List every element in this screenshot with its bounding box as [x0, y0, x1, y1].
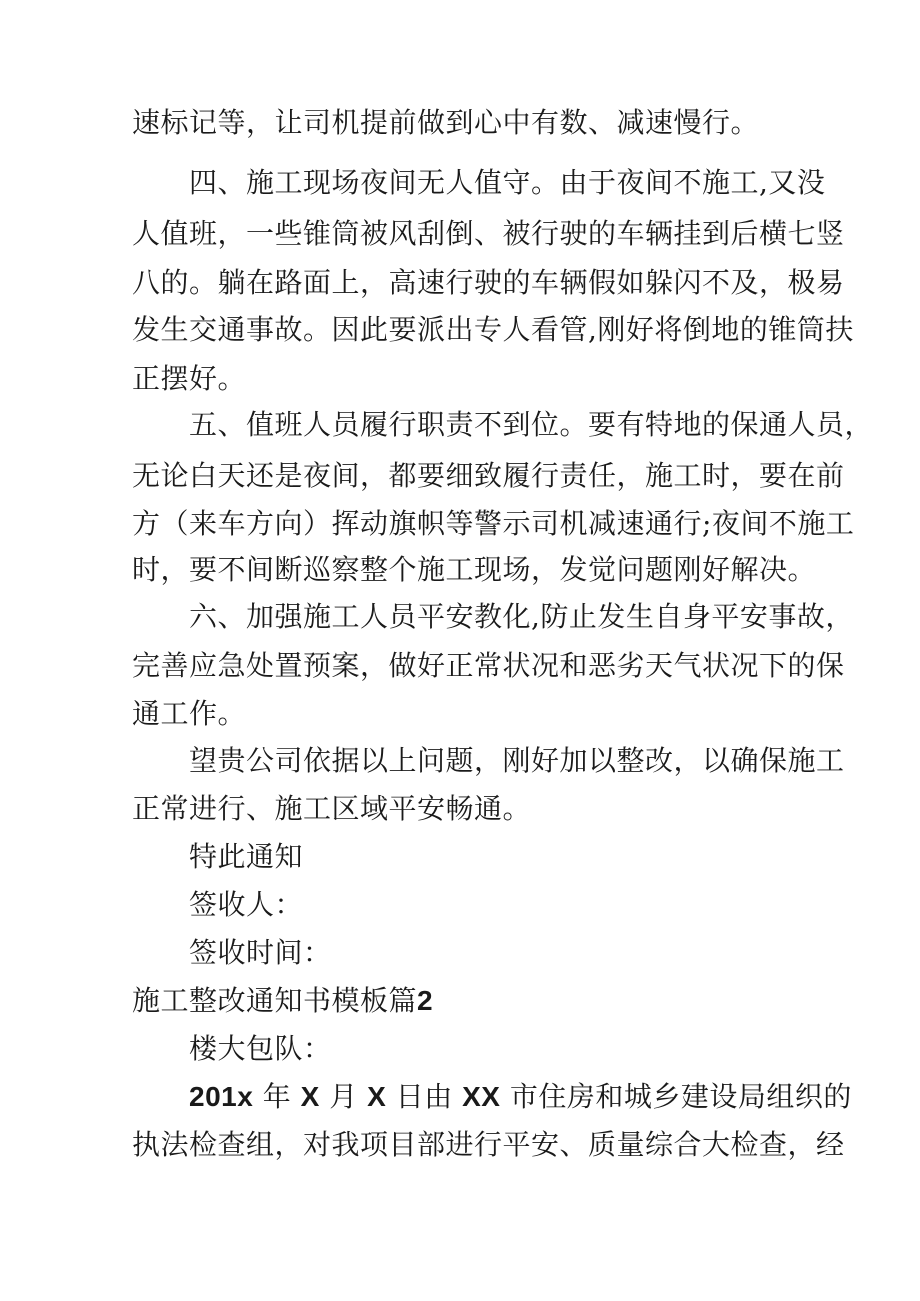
paragraph-line: 方（来车方向）挥动旗帜等警示司机减速通行;夜间不施工	[132, 507, 855, 540]
paragraph-line: 完善应急处置预案，做好正常状况和恶劣天气状况下的保	[132, 649, 845, 682]
paragraph-line: 正摆好。	[132, 362, 247, 395]
paragraph-line: 六、加强施工人员平安教化,防止发生自身平安事故，	[189, 600, 854, 633]
month-text: X	[300, 1081, 320, 1112]
paragraph-line: 八的。躺在路面上，高速行驶的车辆假如躲闪不及，极易	[132, 266, 845, 299]
text-run: 市住房和城乡建设局组织的	[500, 1080, 852, 1113]
text-run: 月	[319, 1080, 368, 1113]
sign-time-label: 签收时间：	[189, 936, 332, 969]
section-heading	[132, 984, 433, 1018]
paragraph-line: 通工作。	[132, 697, 247, 730]
paragraph-line: 速标记等，让司机提前做到心中有数、减速慢行。	[132, 106, 760, 139]
day-text: X	[367, 1081, 387, 1112]
year-text: 201x	[189, 1081, 254, 1112]
closing-notice: 特此通知	[189, 840, 304, 873]
section-heading-text: 施工整改通知书模板篇	[132, 984, 418, 1017]
paragraph-line: 望贵公司依据以上问题，刚好加以整改，以确保施工	[189, 744, 845, 777]
text-run: 日由	[386, 1080, 463, 1113]
text-run: 年	[253, 1080, 301, 1113]
salutation: 楼大包队：	[189, 1032, 332, 1065]
paragraph-line: 正常进行、施工区域平安畅通。	[132, 792, 532, 825]
paragraph-line: 人值班，一些锥筒被风刮倒、被行驶的车辆挂到后横七竖	[132, 217, 845, 250]
paragraph-line: 时，要不间断巡察整个施工现场，发觉问题刚好解决。	[132, 553, 817, 586]
signer-label: 签收人：	[189, 888, 304, 921]
paragraph-line: 发生交通事故。因此要派出专人看管,刚好将倒地的锥筒扶	[132, 313, 854, 346]
paragraph-line: 执法检查组，对我项目部进行平安、质量综合大检查，经	[132, 1128, 845, 1161]
paragraph-line: 五、值班人员履行职责不到位。要有特地的保通人员，	[189, 408, 874, 441]
paragraph-line: 无论白天还是夜间，都要细致履行责任，施工时，要在前	[132, 459, 845, 492]
paragraph-line	[189, 1080, 852, 1114]
section-heading-number: 2	[417, 985, 434, 1016]
paragraph-line: 四、施工现场夜间无人值守。由于夜间不施工,又没	[189, 166, 826, 199]
city-text: XX	[462, 1081, 501, 1112]
